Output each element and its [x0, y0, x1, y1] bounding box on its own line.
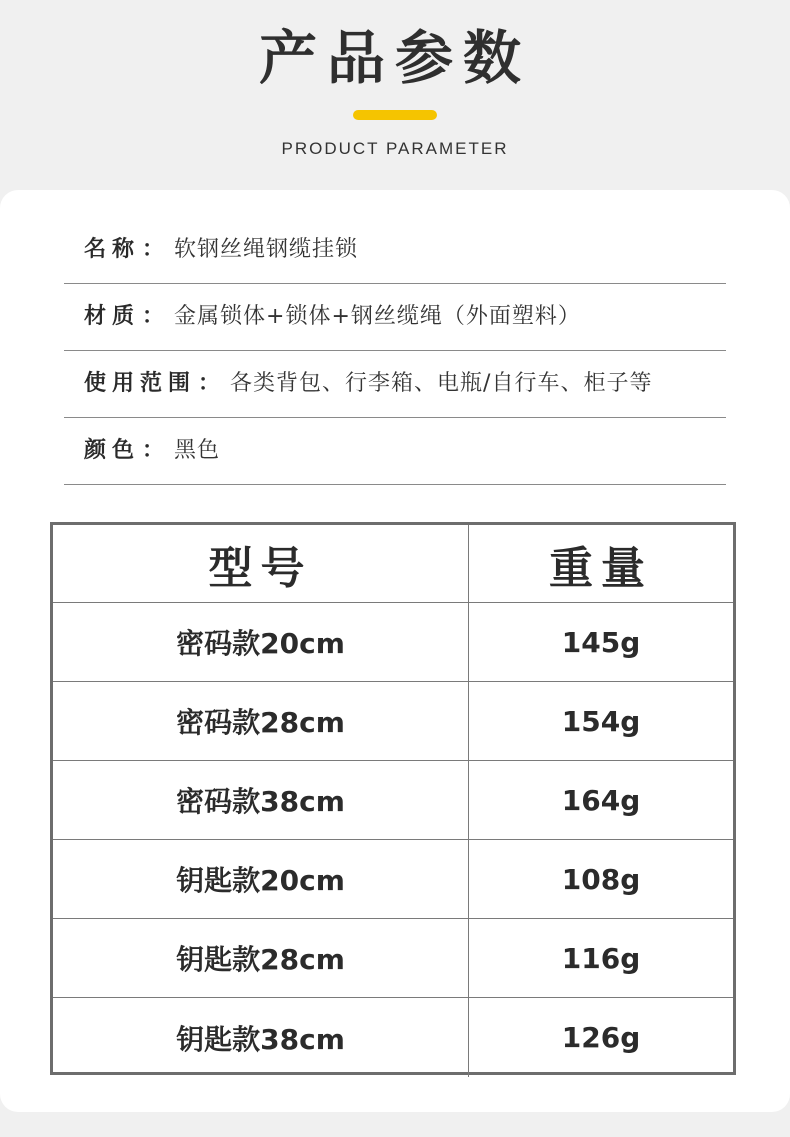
parameter-row-usage-range: [64, 351, 726, 418]
parameter-label-material: 材质: [84, 304, 141, 329]
parameter-row-color: [64, 418, 726, 485]
model-column-header: 型号: [53, 525, 469, 602]
parameter-colon: ：: [142, 237, 165, 262]
table-row: [53, 682, 733, 761]
model-cell: 钥匙款38cm: [53, 998, 469, 1077]
parameter-value-name: 软钢丝绳钢缆挂锁: [174, 237, 359, 262]
table-header-row: [53, 525, 733, 603]
table-row: [53, 840, 733, 919]
weight-cell: 154g: [561, 704, 641, 738]
page-title: 产品参数: [258, 24, 531, 92]
parameter-colon: ：: [198, 371, 221, 396]
parameter-colon: ：: [142, 438, 165, 463]
specification-table: [50, 522, 736, 1075]
page-header: [0, 0, 790, 190]
table-row: [53, 998, 733, 1077]
title-accent-bar: [353, 110, 437, 120]
model-cell: 密码款20cm: [53, 603, 469, 681]
weight-cell: 145g: [561, 625, 641, 659]
weight-column-header: 重量: [549, 542, 653, 594]
parameter-row-name: [64, 217, 726, 284]
parameter-label-color: 颜色: [84, 438, 141, 463]
table-row: [53, 919, 733, 998]
parameter-label-usage-range: 使用范围: [84, 371, 197, 396]
table-row: [53, 603, 733, 682]
weight-cell: 164g: [561, 783, 641, 817]
model-cell: 密码款38cm: [53, 761, 469, 839]
parameter-label-name: 名称: [84, 237, 141, 262]
model-cell: 钥匙款20cm: [53, 840, 469, 918]
model-cell: 钥匙款28cm: [53, 919, 469, 997]
parameter-value-usage-range: 各类背包、行李箱、电瓶/自行车、柜子等: [230, 371, 653, 396]
page-subtitle: PRODUCT PARAMETER: [281, 139, 509, 158]
parameter-value-material: 金属锁体+锁体+钢丝缆绳（外面塑料）: [174, 304, 581, 329]
weight-cell: 108g: [561, 862, 641, 896]
weight-cell: 126g: [561, 1021, 641, 1054]
parameter-colon: ：: [142, 304, 165, 329]
parameter-card: [0, 190, 790, 1112]
parameter-row-material: [64, 284, 726, 351]
weight-cell: 116g: [561, 941, 641, 975]
model-cell: 密码款28cm: [53, 682, 469, 760]
table-row: [53, 761, 733, 840]
parameter-value-color: 黑色: [174, 438, 221, 463]
